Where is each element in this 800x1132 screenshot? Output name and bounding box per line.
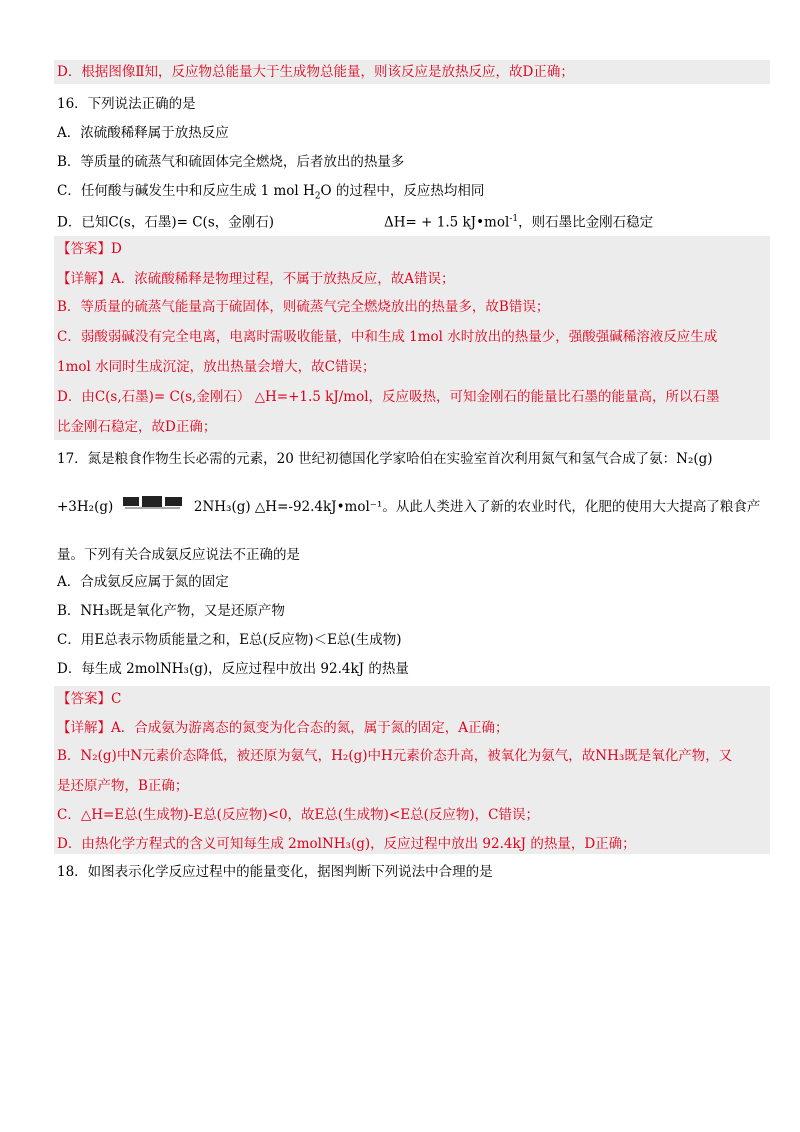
q16-explanation-c-line1: C．弱酸弱碱没有完全电离，电离时需吸收能量，中和生成 1mol 水时放出的热量少，强酸强碱稀溶液反应生成 xyxy=(57,329,718,345)
q17-explanation-a: 【详解】A．合成氨为游离态的氮变为化合态的氮，属于氮的固定，A正确； xyxy=(57,720,509,736)
q16-explanation-b: B．等质量的硫蒸气能量高于硫固体，则硫蒸气完全燃烧放出的热量多，故B错误； xyxy=(57,299,550,315)
q16-explanation-c-line2: 1mol 水同时生成沉淀，放出热量会增大，故C错误； xyxy=(57,359,376,375)
q17-answer: 【答案】C xyxy=(57,691,122,707)
q17-equation-continuation: 量。下列有关合成氨反应说法不正确的是 xyxy=(57,547,300,563)
prev-option-d-explanation: D．根据图像Ⅱ知，反应物总能量大于生成物总能量，则该反应是放热反应，故D正确； xyxy=(57,64,574,80)
q17-explanation-c: C．△H=E总(生成物)-E总(反应物)<0，故E总(生成物)<E总(反应物)，C错误； xyxy=(57,807,539,823)
q18-title: 18．如图表示化学反应过程中的能量变化，据图判断下列说法中合理的是 xyxy=(57,864,493,880)
q17-explanation-b-line1: B．N₂(g)中N元素价态降低，被还原为氨气，H₂(g)中H元素价态升高，被氧化为氨气，故NH₃既是氧化产物，又 xyxy=(57,748,733,764)
q17-option-a: A．合成氨反应属于氮的固定 xyxy=(57,574,229,590)
q16-option-d: D．已知C(s，石墨)= C(s，金刚石) ΔH= + 1.5 kJ•mol$^{-1}$，则石墨比金刚石稳定 xyxy=(57,214,654,231)
q17-option-d: D．每生成 2molNH₃(g)，反应过程中放出 92.4kJ 的热量 xyxy=(57,661,409,677)
q16-option-c: C．任何酸与碱发生中和反应生成 1 mol $H_2O$ 的过程中，反应热均相同 xyxy=(57,183,485,202)
q16-explanation-a: 【详解】A．浓硫酸稀释是物理过程，不属于放热反应，故A错误； xyxy=(57,271,455,287)
q17-explanation-d: D．由热化学方程式的含义可知每生成 2molNH₃(g)，反应过程中放出 92.4kJ 的热量，D正确； xyxy=(57,836,636,852)
q16-answer: 【答案】D xyxy=(57,241,122,257)
q16-explanation-d-line2: 比金刚石稳定，故D正确； xyxy=(57,419,217,435)
q16-explanation-d-line1: D．由C(s,石墨)= C(s,金刚石） △H=+1.5 kJ/mol，反应吸热，可知金刚石的能量比石墨的能量高，所以石墨 xyxy=(57,389,720,405)
q17-option-b: B．NH₃既是氧化产物，又是还原产物 xyxy=(57,603,285,619)
q16-title: 16．下列说法正确的是 xyxy=(57,96,196,112)
q17-option-c: C．用E总表示物质能量之和，E总(反应物)＜E总(生成物) xyxy=(57,632,402,648)
q17-answer-block xyxy=(54,686,770,854)
q17-equation: +3H₂(g) 2NH₃(g) △H=-92.4kJ•mol⁻¹。从此人类进入了新的农业时代，化肥的使用大大提高了粮食产 xyxy=(57,498,760,516)
q16-option-a: A．浓硫酸稀释属于放热反应 xyxy=(57,125,229,141)
q16-option-b: B．等质量的硫蒸气和硫固体完全燃烧，后者放出的热量多 xyxy=(57,154,405,170)
reaction-conditions-arrow-icon xyxy=(122,495,184,509)
q17-explanation-b-line2: 是还原产物，B正确； xyxy=(57,778,189,794)
q17-title: 17．氮是粮食作物生长必需的元素，20 世纪初德国化学家哈伯在实验室首次利用氮气和氢气合成了氨：N₂(g) xyxy=(57,451,713,467)
